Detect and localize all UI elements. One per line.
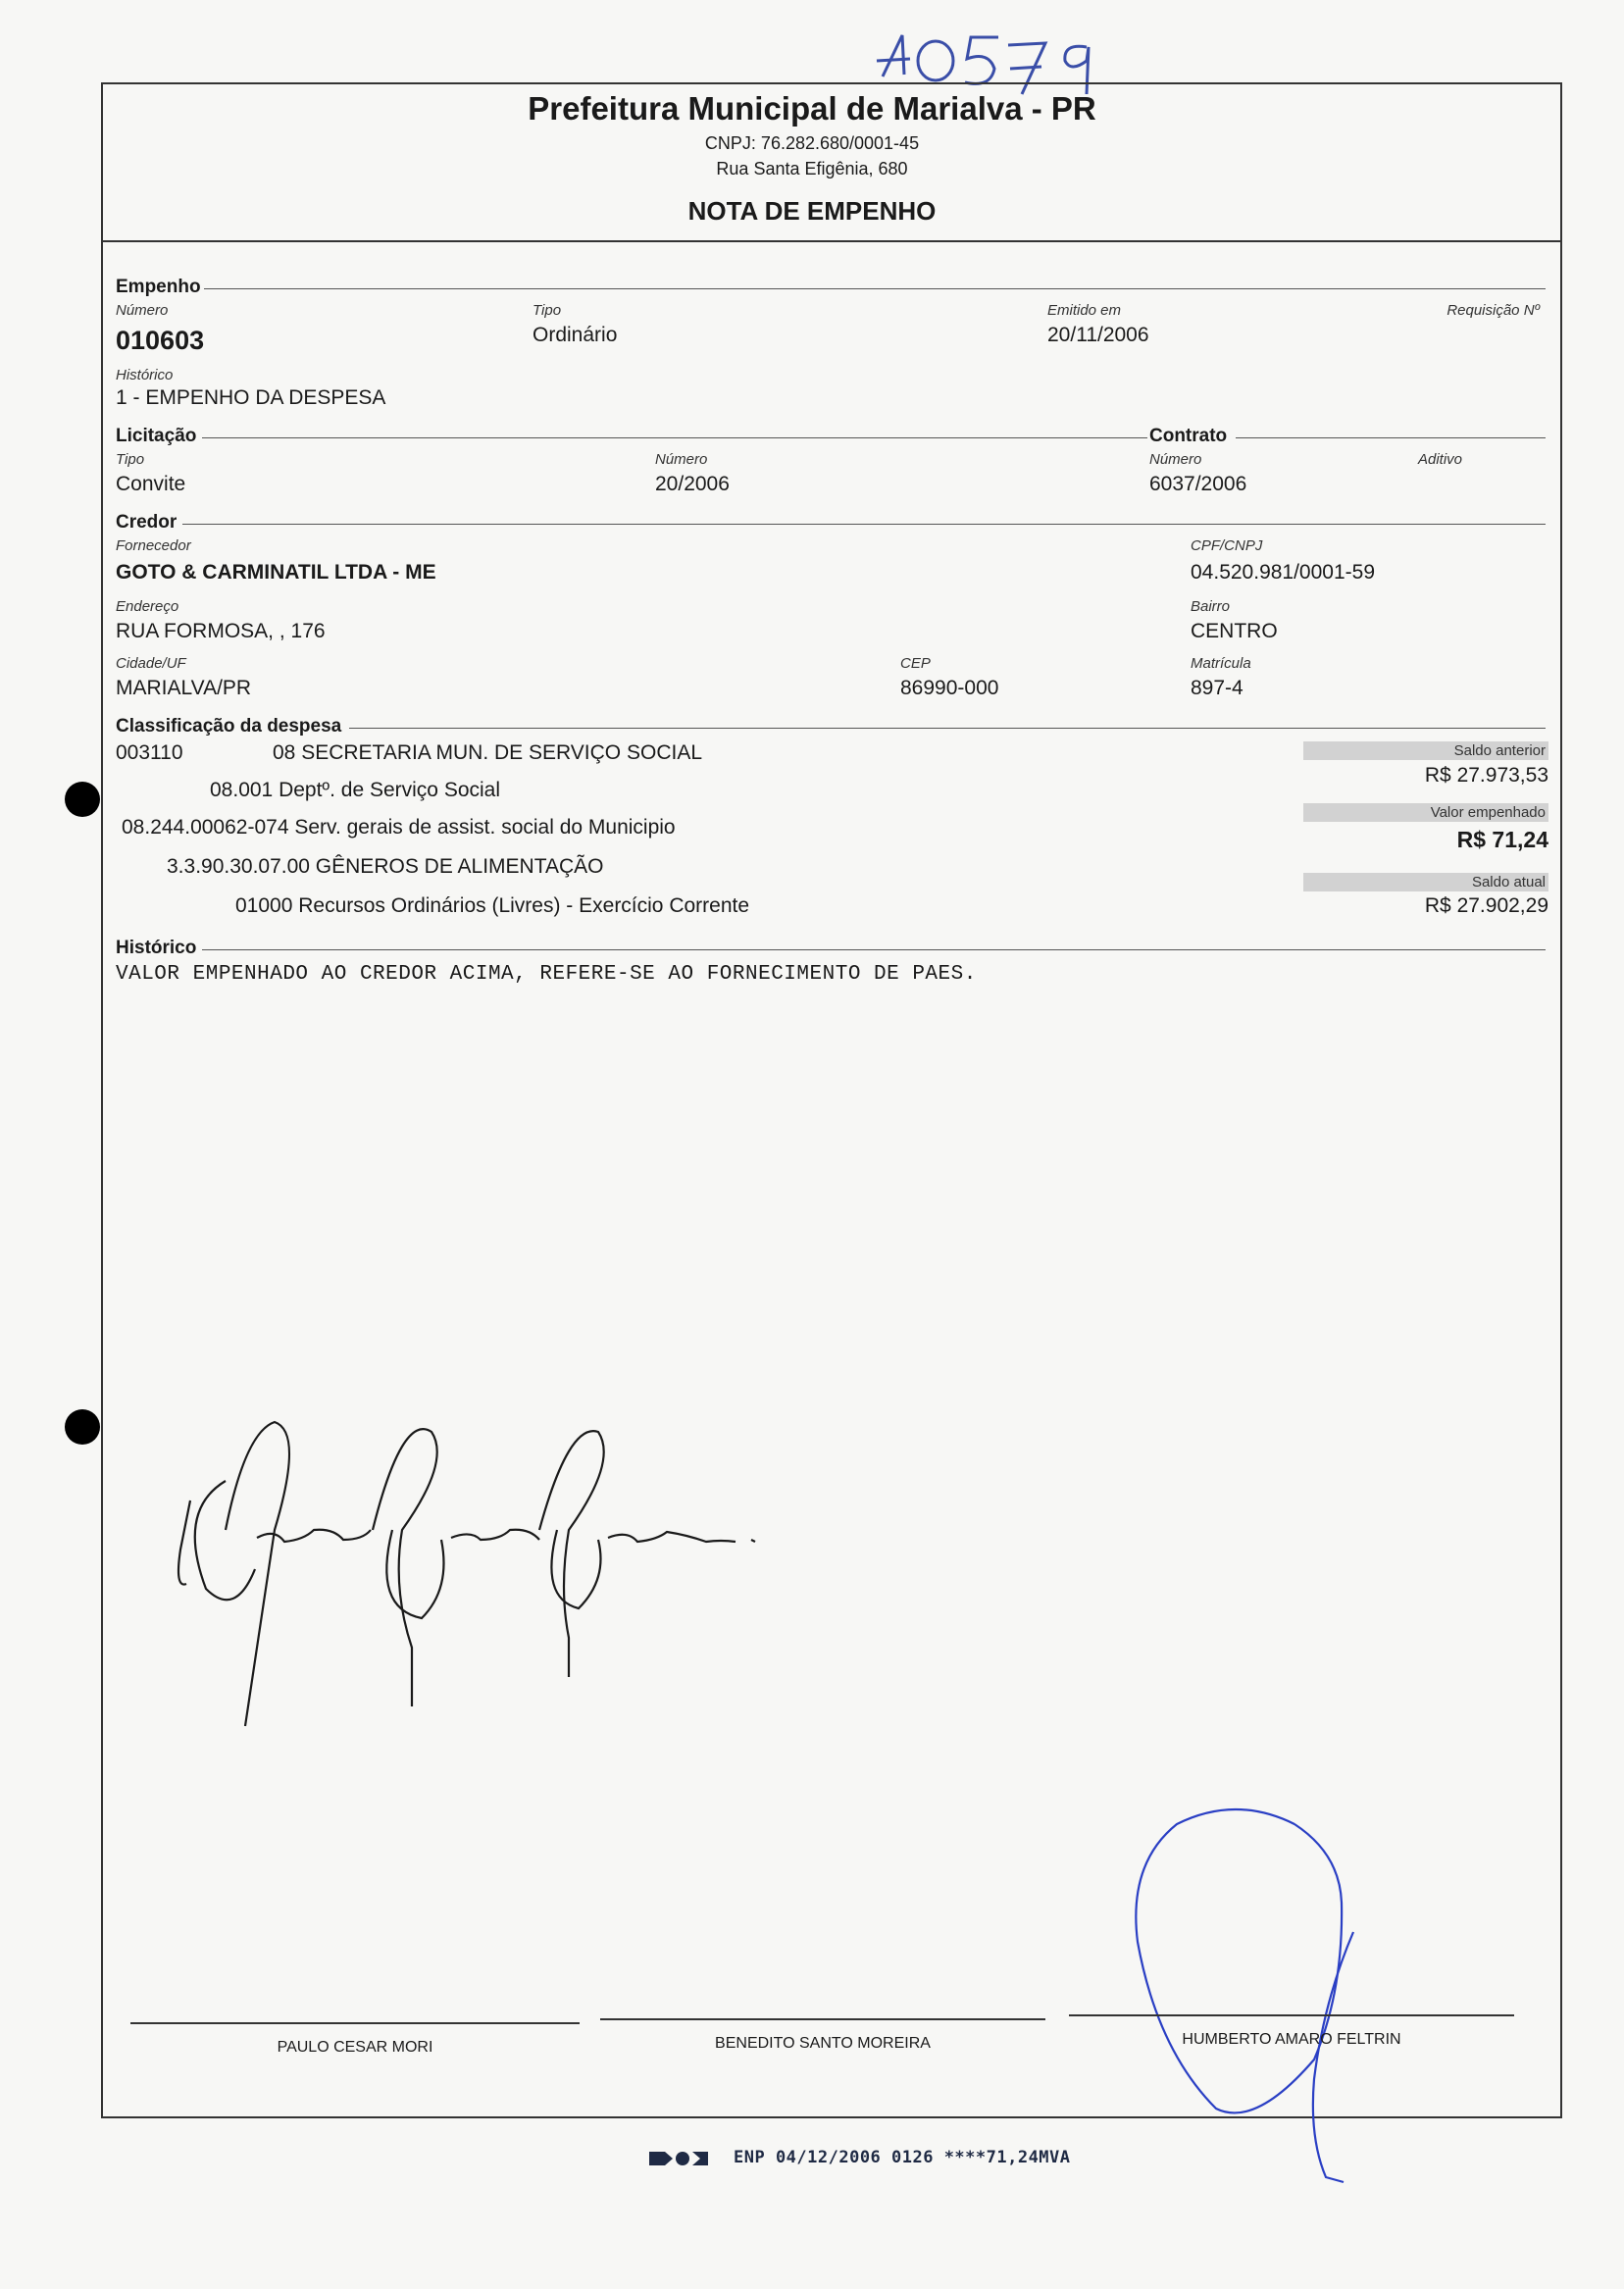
bairro: CENTRO xyxy=(1191,620,1278,642)
signature-name-3: HUMBERTO AMARO FELTRIN xyxy=(1182,2031,1401,2048)
punch-hole-top xyxy=(65,782,100,817)
classificacao-elemento: 3.3.90.30.07.00 GÊNEROS DE ALIMENTAÇÃO xyxy=(167,855,604,878)
aditivo-label: Aditivo xyxy=(1418,451,1463,468)
classificacao-departamento: 08.001 Deptº. de Serviço Social xyxy=(210,779,501,801)
header-divider xyxy=(101,240,1562,242)
saldo-anterior: R$ 27.973,53 xyxy=(1424,764,1548,787)
historico-rule xyxy=(202,949,1546,950)
historico-short: 1 - EMPENHO DA DESPESA xyxy=(116,386,386,409)
punch-hole-bottom xyxy=(65,1409,100,1445)
empenho-section: Empenho xyxy=(116,277,201,297)
credor-section: Credor xyxy=(116,512,178,533)
endereco-label: Endereço xyxy=(116,598,179,615)
saldo-anterior-label: Saldo anterior xyxy=(1303,741,1548,760)
emitido-label: Emitido em xyxy=(1047,302,1122,319)
endereco: RUA FORMOSA, , 176 xyxy=(116,620,326,642)
cep-label: CEP xyxy=(900,655,931,672)
cidade-label: Cidade/UF xyxy=(116,655,186,672)
licitacao-numero: 20/2006 xyxy=(655,473,730,495)
contrato-rule xyxy=(1236,437,1546,438)
classificacao-code: 003110 xyxy=(116,741,183,764)
classificacao-recurso: 01000 Recursos Ordinários (Livres) - Exercício Corrente xyxy=(235,894,750,917)
cidade: MARIALVA/PR xyxy=(116,677,252,699)
classificacao-rule xyxy=(349,728,1546,729)
handwritten-signature-icon xyxy=(167,1393,775,1746)
empenho-rule xyxy=(204,288,1546,289)
licitacao-numero-label: Número xyxy=(655,451,708,468)
matricula: 897-4 xyxy=(1191,677,1243,699)
empenho-numero-label: Número xyxy=(116,302,169,319)
bank-logo-icon xyxy=(647,2148,710,2169)
emitido-date: 20/11/2006 xyxy=(1047,324,1149,346)
licitacao-tipo: Convite xyxy=(116,473,186,495)
contrato-numero-label: Número xyxy=(1149,451,1202,468)
contrato-section: Contrato xyxy=(1149,426,1228,446)
signature-name-2: BENEDITO SANTO MOREIRA xyxy=(715,2035,931,2052)
valor-empenhado-label: Valor empenhado xyxy=(1303,803,1548,822)
saldo-atual-label: Saldo atual xyxy=(1303,873,1548,891)
matricula-label: Matrícula xyxy=(1191,655,1251,672)
empenho-tipo-label: Tipo xyxy=(533,302,562,319)
fornecedor-label: Fornecedor xyxy=(116,537,191,554)
licitacao-tipo-label: Tipo xyxy=(116,451,145,468)
contrato-numero: 6037/2006 xyxy=(1149,473,1247,495)
classificacao-programa: 08.244.00062-074 Serv. gerais de assist. social do Municipio xyxy=(122,816,676,839)
signature-line-2 xyxy=(600,2018,1045,2020)
saldo-atual: R$ 27.902,29 xyxy=(1424,894,1548,917)
cnpj-line: CNPJ: 76.282.680/0001-45 xyxy=(704,133,920,153)
empenho-numero: 010603 xyxy=(116,326,205,355)
credor-rule xyxy=(182,524,1546,525)
municipality-title: Prefeitura Municipal de Marialva - PR xyxy=(528,90,1096,127)
address-line: Rua Santa Efigênia, 680 xyxy=(716,159,908,178)
historico-short-label: Histórico xyxy=(116,367,174,383)
licitacao-section: Licitação xyxy=(116,426,197,446)
historico-section: Histórico xyxy=(116,938,197,958)
empenho-tipo: Ordinário xyxy=(533,324,618,346)
blue-signature-icon xyxy=(1118,1805,1373,2197)
licitacao-rule xyxy=(202,437,1147,438)
classificacao-section: Classificação da despesa xyxy=(116,716,342,737)
document-title: NOTA DE EMPENHO xyxy=(687,196,937,226)
requisicao-label: Requisição Nº xyxy=(1446,302,1540,319)
cpf-cnpj-label: CPF/CNPJ xyxy=(1191,537,1263,554)
signature-line-3 xyxy=(1069,2014,1514,2016)
bottom-stamp: ENP 04/12/2006 0126 ****71,24MVA xyxy=(734,2148,1071,2167)
signature-line-1 xyxy=(130,2022,580,2024)
fornecedor-name: GOTO & CARMINATIL LTDA - ME xyxy=(116,561,436,584)
cep: 86990-000 xyxy=(900,677,999,699)
classificacao-secretaria: 08 SECRETARIA MUN. DE SERVIÇO SOCIAL xyxy=(273,741,703,764)
historico-text: VALOR EMPENHADO AO CREDOR ACIMA, REFERE-SE AO FORNECIMENTO DE PAES. xyxy=(116,963,977,986)
bairro-label: Bairro xyxy=(1191,598,1231,615)
valor-empenhado: R$ 71,24 xyxy=(1456,827,1548,852)
signature-name-1: PAULO CESAR MORI xyxy=(277,2039,433,2056)
cpf-cnpj: 04.520.981/0001-59 xyxy=(1191,561,1376,584)
